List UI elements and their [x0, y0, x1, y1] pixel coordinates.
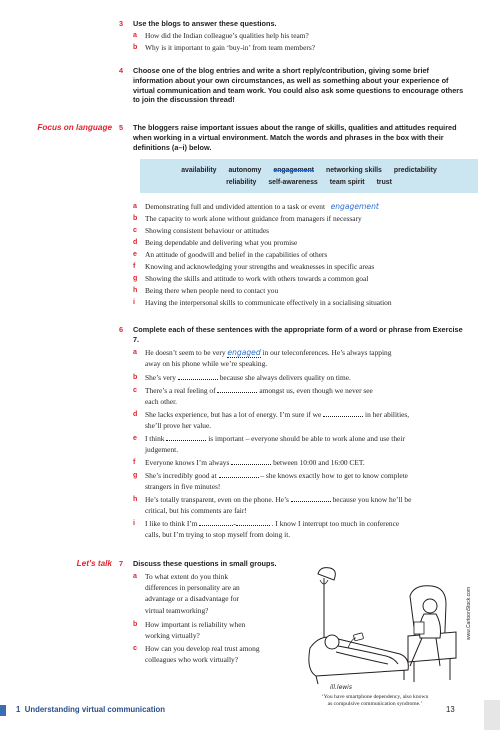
exercise-7-item-b: b How important is reliability when working virtually?: [133, 620, 246, 641]
footer-unit-title: 1 Understanding virtual communication: [16, 705, 166, 714]
vocab-word: self-awareness: [268, 179, 318, 186]
page-number: 13: [446, 705, 455, 714]
exercise-5-item-c: c Showing consistent behaviour or attitudes: [133, 226, 269, 235]
exercise-6-item-g: g She’s incredibly good at – she knows exactly how to get to know complete strangers in five minutes!: [133, 471, 408, 492]
vocab-word: team spirit: [329, 179, 365, 186]
answer-blank[interactable]: [291, 494, 331, 502]
exercise-3-item-a: a How did the Indian colleague’s qualities help his team?: [133, 31, 309, 40]
exercise-3-item-b: b Why is it important to gain ‘buy-in’ from team members?: [133, 43, 316, 52]
answer-blank[interactable]: [323, 409, 363, 417]
exercise-6-number: 6: [119, 325, 124, 334]
exercise-6-item-i: i I like to think I’m - . I know I interrupt too much in conference calls, but I’m trying to stop myself from doing it.: [133, 519, 400, 540]
answer-blank[interactable]: [178, 372, 218, 380]
vocab-word: networking skills: [325, 167, 382, 174]
vocab-word: reliability: [226, 179, 257, 186]
vocab-word-crossed: engagement: [273, 167, 314, 174]
exercise-6-item-f: f Everyone knows I’m always between 10:00 and 16:00 CET.: [133, 458, 365, 467]
exercise-7-heading: Discuss these questions in small groups.: [133, 559, 277, 568]
exercise-5-item-e: e An attitude of goodwill and belief in the capabilities of others: [133, 250, 328, 259]
exercise-6-item-d: d She lacks experience, but has a lot of energy. I’m sure if we in her abilities, she’ll prove her value.: [133, 410, 410, 431]
answer-blank[interactable]: [166, 433, 206, 441]
exercise-5-item-a: a Demonstrating full and undivided attention to a task or event engagement: [133, 202, 379, 211]
footer-accent-bar: [0, 705, 6, 716]
exercise-4-heading: Choose one of the blog entries and write a short reply/contribution, giving some brief information about your own circumstances, as well as something about your experience of virtual communication and team work. You could also ask some questions to encourage others to join the discussion thread!: [133, 66, 464, 105]
exercise-6-item-e: e I think is important – everyone should be able to work alone and use their judgement.: [133, 434, 405, 455]
exercise-5-item-i: i Having the interpersonal skills to communicate effectively in a socialising situation: [133, 298, 392, 307]
answer-blank[interactable]: [199, 518, 233, 526]
vocab-word: predictability: [393, 167, 437, 174]
exercise-3-number: 3: [119, 19, 124, 28]
cartoon-caption: ‘You have smartphone dependency, also known as compulsive communication syndrome.’: [321, 694, 429, 707]
cartoon-illustration: [290, 566, 478, 694]
vocab-word: availability: [181, 167, 217, 174]
exercise-7-item-c: c How can you develop real trust among colleagues who work virtually?: [133, 644, 260, 665]
answer-blank[interactable]: [231, 457, 271, 465]
exercise-6-heading: Complete each of these sentences with the appropriate form of a word or phrase from Exercise 7.: [133, 325, 463, 344]
exercise-6-item-c: c There’s a real feeling of amongst us, even though we never see each other.: [133, 386, 373, 407]
vocab-word: autonomy: [228, 167, 262, 174]
exercise-5-item-f: f Knowing and acknowledging your strengths and weaknesses in specific areas: [133, 262, 375, 271]
exercise-7-item-a: a To what extent do you think differences in personality are an advantage or a disadvantage for virtual teamworking?: [133, 572, 240, 615]
exercise-5-number: 5: [119, 123, 124, 132]
exercise-5-item-g: g Showing the skills and attitude to work with others towards a common goal: [133, 274, 369, 283]
handwritten-answer: engaged: [227, 348, 261, 357]
vocab-word: trust: [376, 179, 392, 186]
exercise-6-item-b: b She’s very because she always delivers quality on time.: [133, 373, 351, 382]
exercise-5-item-d: d Being dependable and delivering what you promise: [133, 238, 298, 247]
page-edge-tab: [484, 700, 500, 730]
exercise-5-heading: The bloggers raise important issues about the range of skills, qualities and attitudes required when working in a virtual environment. Match the words and phrases in the box with their definitions (a–i) below.: [133, 123, 457, 152]
lets-talk-label: Let’s talk: [76, 559, 112, 568]
answer-blank[interactable]: [219, 470, 259, 478]
exercise-6-item-h: h He’s totally transparent, even on the phone. He’s because you know he’ll be critical, but his comments are fair!: [133, 495, 412, 516]
handwritten-answer: engagement: [330, 202, 379, 211]
focus-on-language-label: Focus on language: [37, 123, 112, 132]
exercise-5-item-b: b The capacity to work alone without guidance from managers if necessary: [133, 214, 362, 223]
exercise-3-heading: Use the blogs to answer these questions.: [133, 19, 277, 28]
exercise-4-number: 4: [119, 66, 124, 75]
answer-blank[interactable]: [236, 518, 270, 526]
cartoon-credit: www.CartoonStock.com: [466, 586, 472, 640]
vocabulary-box: [140, 159, 478, 193]
exercise-5-item-h: h Being there when people need to contact you: [133, 286, 279, 295]
cartoon-signature: ill.lewis: [330, 684, 352, 691]
exercise-6-item-a: a He doesn’t seem to be very engaged in our teleconferences. He’s always tapping away on his phone while we’re speaking.: [133, 348, 392, 369]
answer-blank[interactable]: [217, 385, 257, 393]
exercise-7-number: 7: [119, 559, 124, 568]
